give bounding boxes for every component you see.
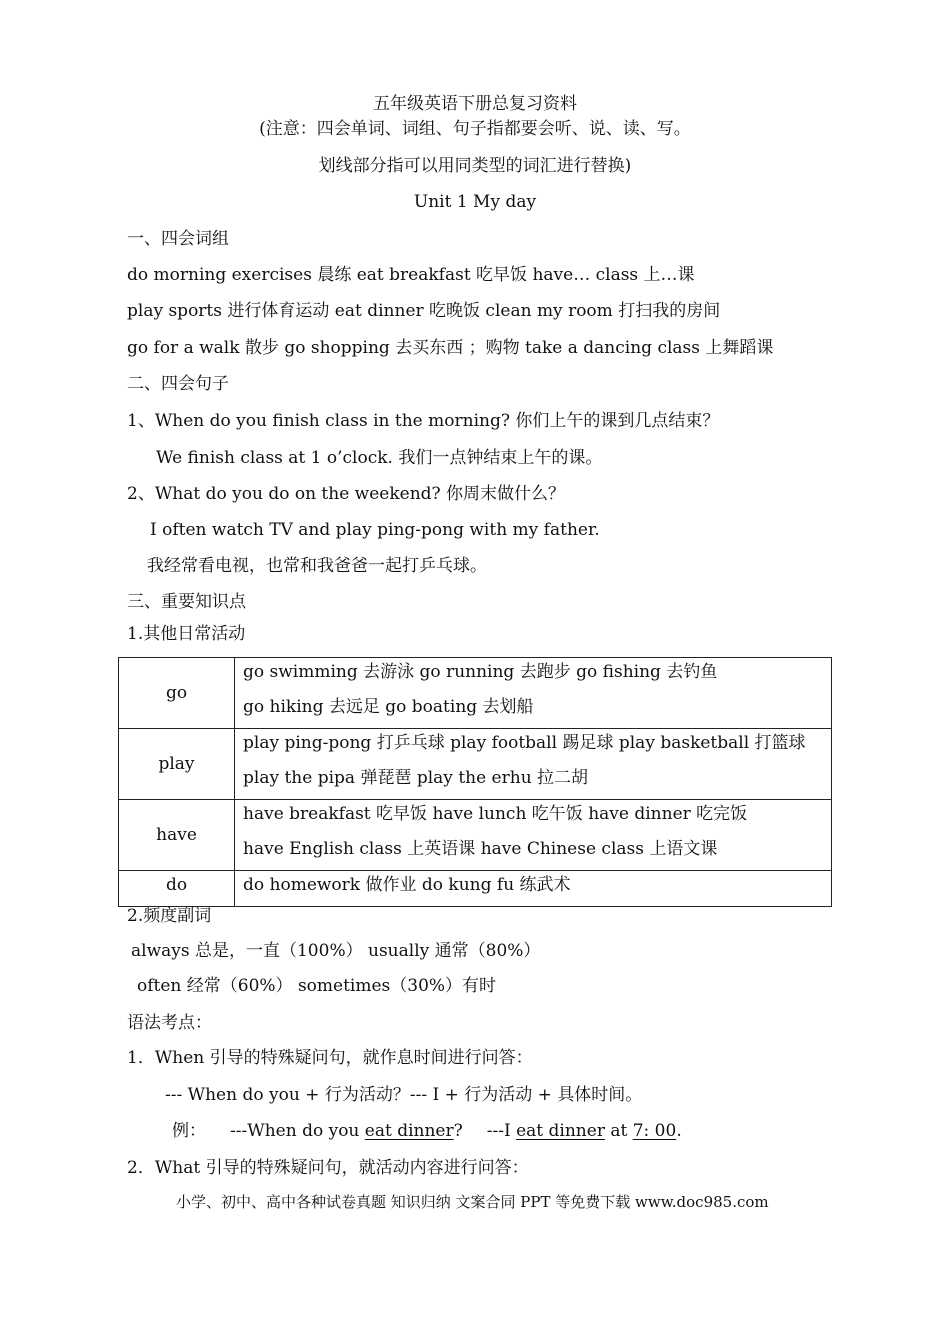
table-value-line: play the pipa 弹琵琶 play the erhu 拉二胡 bbox=[243, 768, 589, 788]
section2-heading: 二、四会句子 bbox=[127, 374, 229, 394]
sentence-q1: 1、When do you finish class in the morning? 你们上午的课到几点结束？ bbox=[127, 411, 720, 431]
table-row bbox=[119, 871, 832, 907]
subheading-activities: 1.其他日常活动 bbox=[127, 624, 246, 644]
section1-heading: 一、四会词组 bbox=[127, 229, 229, 249]
example-answer-prefix: ---I bbox=[486, 1121, 517, 1141]
table-key-cell: do bbox=[119, 871, 235, 907]
grammar-pattern: --- When do you + 行为活动？--- I + 行为活动 + 具体时间。 bbox=[165, 1085, 643, 1105]
table-value-cell bbox=[235, 658, 832, 729]
table-row bbox=[119, 658, 832, 729]
table-value-line: have breakfast 吃早饭 have lunch 吃午饭 have dinner 吃完饭 bbox=[243, 804, 748, 824]
table-value-line: go swimming 去游泳 go running 去跑步 go fishing 去钓鱼 bbox=[243, 662, 718, 682]
example-answer-underline: eat dinner bbox=[516, 1121, 605, 1141]
frequency-line-2: often 经常（60%） sometimes（30%）有时 bbox=[137, 976, 497, 996]
grammar-heading: 语法考点： bbox=[127, 1013, 212, 1033]
table-value-line: go hiking 去远足 go boating 去划船 bbox=[243, 697, 534, 717]
table-value-cell bbox=[235, 871, 832, 907]
doc-note-line2: 划线部分指可以用同类型的词汇进行替换) bbox=[318, 156, 632, 176]
sentence-q2: 2、What do you do on the weekend? 你周末做什么？ bbox=[127, 484, 566, 504]
example-answer-end: . bbox=[676, 1121, 682, 1141]
subheading-frequency: 2.频度副词 bbox=[127, 906, 212, 926]
table-value-cell bbox=[235, 800, 832, 871]
phrase-line-2: play sports 进行体育运动 eat dinner 吃晚饭 clean my room 打扫我的房间 bbox=[127, 301, 721, 321]
sentence-a2-cn: 我经常看电视，也常和我爸爸一起打乒乓球。 bbox=[147, 556, 487, 576]
doc-title: 五年级英语下册总复习资料 bbox=[373, 94, 577, 114]
example-question-prefix: ---When do you bbox=[230, 1121, 365, 1141]
table-row bbox=[119, 729, 832, 800]
example-answer-time: 7: 00 bbox=[632, 1121, 677, 1141]
table-key-cell: have bbox=[119, 800, 235, 871]
unit-title: Unit 1 My day bbox=[413, 192, 537, 212]
section3-heading: 三、重要知识点 bbox=[127, 592, 246, 612]
page-footer: 小学、初中、高中各种试卷真题 知识归纳 文案合同 PPT 等免费下载 www.doc985.com bbox=[176, 1193, 769, 1211]
table-key-cell: go bbox=[119, 658, 235, 729]
phrase-line-1: do morning exercises 晨练 eat breakfast 吃早饭 have… class 上…课 bbox=[127, 265, 695, 285]
grammar-point-2: 2．What 引导的特殊疑问句，就活动内容进行问答： bbox=[127, 1158, 529, 1178]
example-answer-mid: at bbox=[604, 1121, 633, 1141]
table-value-line: play ping-pong 打乒乓球 play football 踢足球 play basketball 打篮球 bbox=[243, 733, 806, 753]
example-question-suffix: ? bbox=[453, 1121, 463, 1141]
table-key-cell: play bbox=[119, 729, 235, 800]
example-question-underline: eat dinner bbox=[364, 1121, 454, 1141]
doc-note-line1: (注意：四会单词、词组、句子指都要会听、说、读、写。 bbox=[259, 119, 691, 139]
grammar-point-1: 1．When 引导的特殊疑问句，就作息时间进行问答： bbox=[127, 1048, 533, 1068]
sentence-a2: I often watch TV and play ping-pong with my father. bbox=[150, 520, 600, 540]
table-row bbox=[119, 800, 832, 871]
frequency-line-1: always 总是，一直（100%） usually 通常（80%） bbox=[131, 941, 541, 961]
activities-table bbox=[118, 657, 832, 907]
grammar-example bbox=[172, 1120, 682, 1142]
example-label: 例： bbox=[172, 1121, 206, 1141]
table-value-cell bbox=[235, 729, 832, 800]
phrase-line-3: go for a walk 散步 go shopping 去买东西 ；购物 take a dancing class 上舞蹈课 bbox=[127, 338, 774, 358]
sentence-a1: We finish class at 1 o’clock. 我们一点钟结束上午的课。 bbox=[156, 448, 603, 468]
table-value-line: do homework 做作业 do kung fu 练武术 bbox=[243, 875, 571, 895]
table-value-line: have English class 上英语课 have Chinese class 上语文课 bbox=[243, 839, 718, 859]
